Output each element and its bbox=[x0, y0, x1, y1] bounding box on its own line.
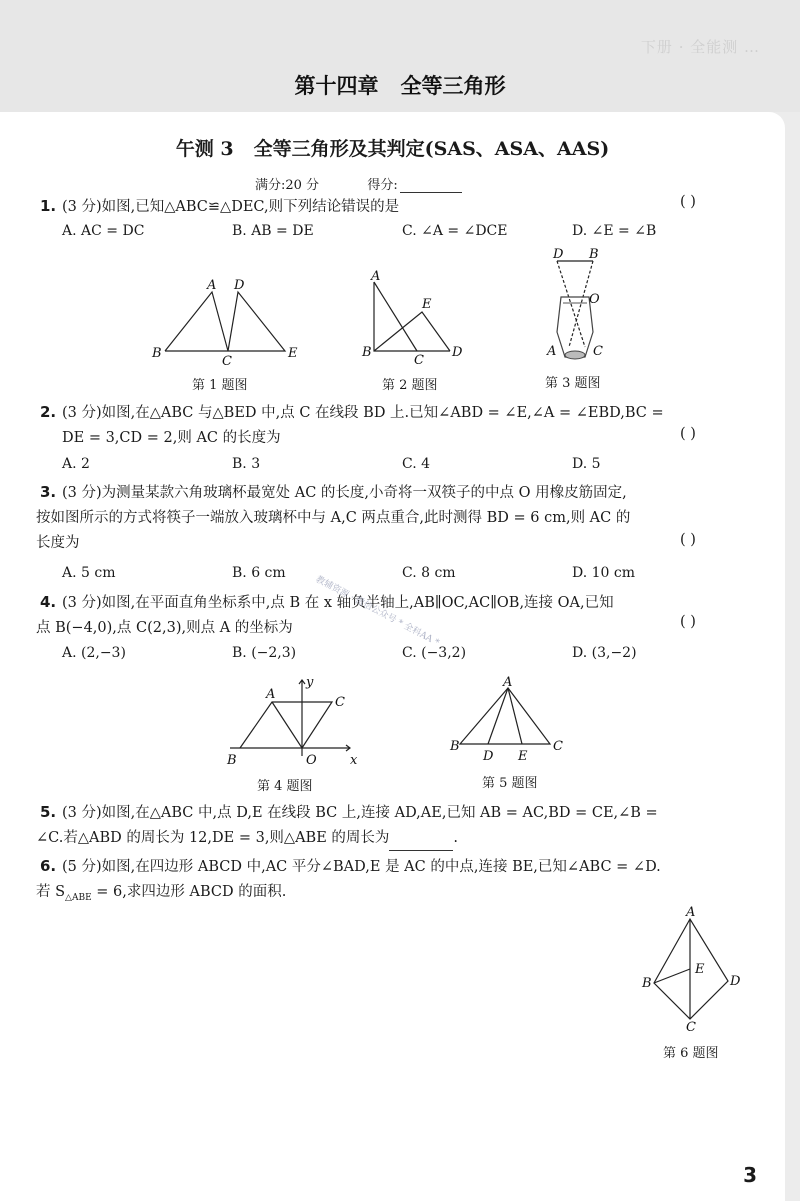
question-6-text-2a: 若 S bbox=[36, 884, 66, 900]
chapter-name: 全等三角形 bbox=[400, 74, 506, 98]
watermark: 教辅资源 · 微信公众号 * 全科AA * bbox=[313, 574, 441, 649]
figure-1 bbox=[150, 277, 310, 367]
fig3-label-c: C bbox=[593, 344, 603, 359]
fig4-label-c: C bbox=[335, 695, 345, 710]
fig1-label-b: B bbox=[152, 346, 162, 361]
chapter-label: 第十四章 bbox=[294, 74, 379, 98]
question-5-text-1: (3 分)如图,在△ABC 中,点 D,E 在线段 BC 上,连接 AD,AE,已知 AB = AC,BD = CE,∠B = bbox=[62, 805, 658, 821]
figure-2-lines bbox=[374, 282, 450, 351]
fig4-parallelogram bbox=[240, 702, 332, 748]
fig3-label-a: A bbox=[547, 344, 557, 359]
q3-option-c[interactable]: C. 8 cm bbox=[402, 565, 456, 581]
fig2-label-e: E bbox=[422, 297, 432, 312]
score-label: 得分: bbox=[367, 178, 398, 193]
question-2 bbox=[40, 400, 740, 451]
figure-3 bbox=[545, 247, 615, 367]
question-1-number: 1. bbox=[40, 197, 57, 215]
question-3-number: 3. bbox=[40, 483, 57, 501]
fig4-label-o: O bbox=[306, 753, 317, 768]
question-4-number: 4. bbox=[40, 593, 57, 611]
figure-3-caption: 第 3 题图 bbox=[545, 376, 601, 391]
fig1-label-d: D bbox=[234, 278, 245, 293]
q3-option-b[interactable]: B. 6 cm bbox=[232, 565, 286, 581]
q2-option-b[interactable]: B. 3 bbox=[232, 456, 261, 472]
question-2-number: 2. bbox=[40, 403, 57, 421]
question-5-number: 5. bbox=[40, 803, 57, 821]
q2-option-c[interactable]: C. 4 bbox=[402, 456, 431, 472]
fig5-label-c: C bbox=[553, 739, 563, 754]
question-3 bbox=[36, 480, 740, 556]
question-2-answer-paren[interactable]: ( ) bbox=[680, 426, 696, 442]
question-4-text-2: 点 B(−4,0),点 C(2,3),则点 A 的坐标为 bbox=[36, 620, 293, 636]
test-title bbox=[0, 134, 785, 161]
fig4-label-a: A bbox=[266, 687, 276, 702]
fig3-label-d: D bbox=[553, 247, 564, 262]
fig2-label-a: A bbox=[371, 269, 381, 284]
question-3-text-1: (3 分)为测量某款六角玻璃杯最宽处 AC 的长度,小奇将一双筷子的中点 O 用橡皮筋固定, bbox=[62, 485, 627, 501]
fig2-label-b: B bbox=[362, 345, 372, 360]
question-6-number: 6. bbox=[40, 857, 57, 875]
figure-6-caption: 第 6 题图 bbox=[663, 1046, 719, 1061]
fig6-label-b: B bbox=[642, 976, 652, 991]
question-1-answer-paren[interactable]: ( ) bbox=[680, 194, 696, 210]
figure-1-triangles bbox=[165, 292, 285, 351]
fig6-quadrilateral bbox=[654, 919, 728, 1019]
q1-option-b[interactable]: B. AB = DE bbox=[232, 223, 314, 239]
figure-5-caption: 第 5 题图 bbox=[482, 776, 538, 791]
page-number: 3 bbox=[743, 1163, 757, 1187]
q1-option-a[interactable]: A. AC = DC bbox=[62, 223, 145, 239]
q4-option-d[interactable]: D. (3,−2) bbox=[572, 645, 637, 661]
fig1-label-a: A bbox=[207, 278, 217, 293]
q3-option-d[interactable]: D. 10 cm bbox=[572, 565, 636, 581]
full-score: 满分:20 分 bbox=[255, 178, 320, 193]
q3-option-a[interactable]: A. 5 cm bbox=[62, 565, 116, 581]
fig6-label-a: A bbox=[686, 905, 696, 920]
test-label: 午测 3 bbox=[175, 138, 234, 160]
question-6-text-2b: = 6,求四边形 ABCD 的面积. bbox=[91, 884, 287, 900]
score-blank[interactable] bbox=[400, 180, 462, 193]
question-5-text-2: ∠C.若△ABD 的周长为 12,DE = 3,则△ABE 的周长为 bbox=[36, 830, 390, 846]
figure-5 bbox=[450, 675, 570, 764]
question-1 bbox=[40, 194, 740, 220]
question-3-answer-paren[interactable]: ( ) bbox=[680, 532, 696, 548]
q2-option-a[interactable]: A. 2 bbox=[62, 456, 90, 472]
question-5-text-end: . bbox=[453, 830, 459, 846]
question-2-text-2: DE = 3,CD = 2,则 AC 的长度为 bbox=[62, 430, 281, 446]
question-6-subscript: △ABE bbox=[65, 892, 92, 903]
chapter-title bbox=[0, 70, 800, 100]
figure-2 bbox=[362, 269, 472, 368]
figure-6 bbox=[640, 907, 750, 1037]
q4-option-b[interactable]: B. (−2,3) bbox=[232, 645, 297, 661]
fig5-label-a: A bbox=[503, 675, 513, 690]
figure-2-caption: 第 2 题图 bbox=[382, 378, 438, 393]
header-ghost-text: 下册 · 全能测 … bbox=[640, 38, 760, 56]
question-3-text-2: 按如图所示的方式将筷子一端放入玻璃杯中与 A,C 两点重合,此时测得 BD = 6 cm,则 AC 的 bbox=[36, 510, 631, 526]
fig2-label-c: C bbox=[414, 353, 424, 368]
question-6 bbox=[36, 854, 740, 911]
question-1-text: (3 分)如图,已知△ABC≌△DEC,则下列结论错误的是 bbox=[62, 199, 400, 215]
fig4-label-b: B bbox=[227, 753, 237, 768]
q4-option-c[interactable]: C. (−3,2) bbox=[402, 645, 467, 661]
test-name: 全等三角形及其判定(SAS、ASA、AAS) bbox=[253, 138, 610, 160]
question-6-text-1: (5 分)如图,在四边形 ABCD 中,AC 平分∠BAD,E 是 AC 的中点,连接 BE,已知∠ABC = ∠D. bbox=[62, 859, 661, 875]
fig6-label-e: E bbox=[695, 962, 705, 977]
fig5-label-e: E bbox=[518, 749, 528, 764]
q4-option-a[interactable]: A. (2,−3) bbox=[62, 645, 126, 661]
fig1-label-c: C bbox=[222, 354, 232, 369]
fig1-label-e: E bbox=[288, 346, 298, 361]
fig4-label-x: x bbox=[350, 753, 358, 768]
figure-4 bbox=[222, 674, 362, 769]
score-line bbox=[255, 174, 462, 193]
question-4-text-1: (3 分)如图,在平面直角坐标系中,点 B 在 x 轴负半轴上,AB∥OC,AC∥OB,连接 OA,已知 bbox=[62, 595, 614, 611]
fig4-label-y: y bbox=[306, 675, 314, 690]
q2-option-d[interactable]: D. 5 bbox=[572, 456, 601, 472]
question-5 bbox=[36, 800, 740, 851]
question-4-answer-paren[interactable]: ( ) bbox=[680, 614, 696, 630]
fig5-label-d: D bbox=[483, 749, 494, 764]
fig5-label-b: B bbox=[450, 739, 460, 754]
fig3-label-b: B bbox=[589, 247, 599, 262]
fig6-label-d: D bbox=[730, 974, 741, 989]
worksheet-page bbox=[0, 112, 785, 1201]
question-3-text-3: 长度为 bbox=[36, 535, 80, 551]
header-band bbox=[0, 0, 800, 112]
fig6-label-c: C bbox=[686, 1020, 696, 1035]
figure-1-caption: 第 1 题图 bbox=[192, 378, 248, 393]
fig2-label-d: D bbox=[452, 345, 463, 360]
figure-4-caption: 第 4 题图 bbox=[257, 779, 313, 794]
question-5-answer-blank[interactable] bbox=[389, 836, 453, 851]
q1-option-c[interactable]: C. ∠A = ∠DCE bbox=[402, 223, 508, 239]
fig3-label-o: O bbox=[589, 292, 600, 307]
question-2-text-1: (3 分)如图,在△ABC 与△BED 中,点 C 在线段 BD 上.已知∠ABD = ∠E,∠A = ∠EBD,BC = bbox=[62, 405, 664, 421]
q1-option-d[interactable]: D. ∠E = ∠B bbox=[572, 223, 657, 239]
